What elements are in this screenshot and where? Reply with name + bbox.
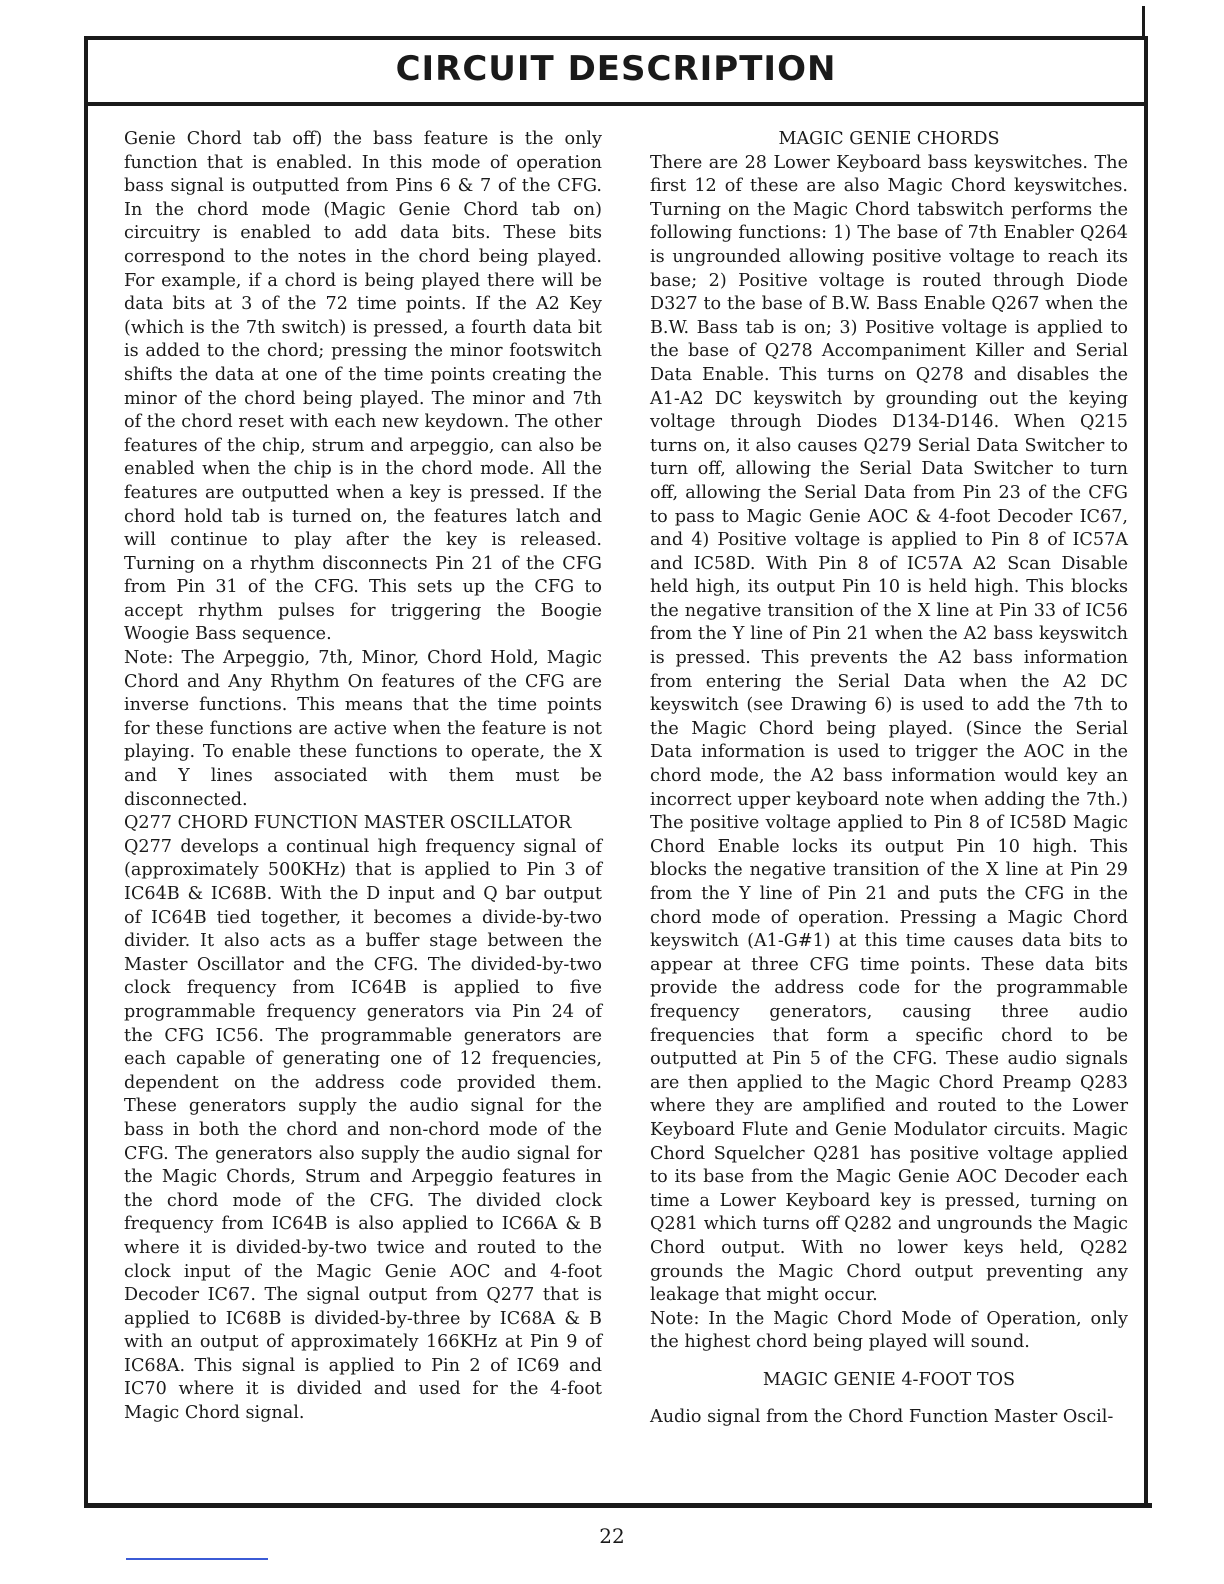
left-column (124, 128, 602, 1426)
section-heading-master-oscillator: Q277 CHORD FUNCTION MASTER OSCILLATOR (124, 813, 572, 834)
right-paragraph-1: There are 28 Lower Keyboard bass keyswitches. The first 12 of these are also Magic Chord keyswitches. Turning on the Magic Chord tabswitch performs the following functions: 1) The base of 7th Enabler Q264 is ungrounded allowing positive voltage to reach its base; 2) Positive voltage is routed through Diode D327 to the base of B.W. Bass Enable Q267 when the B.W. Bass tab is on; 3) Positive voltage is applied to the base of Q278 Accompaniment Killer and Serial Data Enable. This turns on Q278 and disables the A1-A2 DC keyswitch by grounding out the keying voltage through Diodes D134-D146. When Q215 turns on, it also causes Q279 Serial Data Switcher to turn off, allowing the Serial Data Switcher to turn off, allowing the Serial Data from Pin 23 of the CFG to pass to Magic Genie AOC & 4-foot Decoder IC67, and 4) Positive voltage is applied to Pin 8 of IC57A and IC58D. With Pin 8 of IC57A A2 Scan Disable held high, its output Pin 10 is held high. This blocks the negative transition of the X line at Pin 33 of IC56 from the Y line of Pin 21 when the A2 bass keyswitch is pressed. This prevents the A2 bass information from entering the Serial Data when the A2 DC keyswitch (see Drawing 6) is used to add the 7th to the Magic Chord being played. (Since the Serial Data information is used to trigger the AOC in the chord mode, the A2 bass information would key an incorrect upper keyboard note when adding the 7th.) The positive voltage applied to Pin 8 of IC58D Magic Chord Enable locks its output Pin 10 high. This blocks the negative transition of the X line at Pin 29 from the Y line of Pin 21 and puts the CFG in the chord mode of operation. Pressing a Magic Chord keyswitch (A1-G#1) at this time causes data bits to appear at three CFG time points. These data bits provide the address code for the programmable frequency generators, causing three audio frequencies that form a specific chord to be outputted at Pin 5 of the CFG. These audio signals are then applied to the Magic Chord Preamp Q283 where they are amplified and routed to the Lower Keyboard Flute and Genie Modulator circuits. Magic Chord Squelcher Q281 has positive voltage applied to its base from the Magic Genie AOC Decoder each time a Lower Keyboard key is pressed, turning on Q281 which turns off Q282 and ungrounds the Magic Chord output. With no lower keys held, Q282 grounds the Magic Chord output preventing any leakage that might occur. (650, 152, 1128, 1306)
left-note: Note: The Arpeggio, 7th, Minor, Chord Hold, Magic Chord and Any Rhythm On features of the CFG are inverse functions. This means that the time points for these functions are active when the feature is not playing. To enable these functions to operate, the X and Y lines associated with them must be disconnected. (124, 648, 602, 810)
right-note: Note: In the Magic Chord Mode of Operation, only the highest chord being played will sound. (650, 1308, 1128, 1353)
section-heading-magic-genie-chords: MAGIC GENIE CHORDS (778, 129, 1000, 149)
page-number: 22 (599, 1524, 625, 1548)
right-paragraph-2: Audio signal from the Chord Function Master Oscil- (650, 1407, 1114, 1428)
footer-link-underline (126, 1558, 268, 1560)
left-paragraph-1: Genie Chord tab off) the bass feature is the only function that is enabled. In this mode of operation bass signal is outputted from Pins 6 & 7 of the CFG. In the chord mode (Magic Genie Chord tab on) circuitry is enabled to add data bits. These bits correspond to the notes in the chord being played. For example, if a chord is being played there will be data bits at 3 of the 72 time points. If the A2 Key (which is the 7th switch) is pressed, a fourth data bit is added to the chord; pressing the minor footswitch shifts the data at one of the time points creating the minor of the chord being played. The minor and 7th of the chord reset with each new keydown. The other features of the chip, strum and arpeggio, can also be enabled when the chip is in the chord mode. All the features are outputted when a key is pressed. If the chord hold tab is turned on, the features latch and will continue to play after the key is released. Turning on a rhythm disconnects Pin 21 of the CFG from Pin 31 of the CFG. This sets up the CFG to accept rhythm pulses for triggering the Boogie Woogie Bass sequence. (124, 129, 602, 645)
page-title: CIRCUIT DESCRIPTION (395, 49, 837, 89)
corner-mark (1142, 6, 1145, 38)
title-bar (84, 36, 1148, 106)
right-column (650, 128, 1128, 1430)
left-paragraph-2: Q277 develops a continual high frequency signal of (approximately 500KHz) that is applied to Pin 3 of IC64B & IC68B. With the D input and Q bar output of IC64B tied together, it becomes a divide-by-two divider. It also acts as a buffer stage between the Master Oscillator and the CFG. The divided-by-two clock frequency from IC64B is applied to five programmable frequency generators via Pin 24 of the CFG IC56. The programmable generators are each capable of generating one of 12 frequencies, dependent on the address code provided them. These generators supply the audio signal for the bass in both the chord and non-chord mode of the CFG. The generators also supply the audio signal for the Magic Chords, Strum and Arpeggio features in the chord mode of the CFG. The divided clock frequency from IC64B is also applied to IC66A & B where it is divided-by-two twice and routed to the clock input of the Magic Genie AOC and 4-foot Decoder IC67. The signal output from Q277 that is applied to IC68B is divided-by-three by IC68A & B with an output of approximately 166KHz at Pin 9 of IC68A. This signal is applied to Pin 2 of IC69 and IC70 where it is divided and used for the 4-foot Magic Chord signal. (124, 836, 602, 1424)
bottom-rule (84, 1503, 1152, 1508)
section-heading-4-foot-tos: MAGIC GENIE 4-FOOT TOS (762, 1369, 1016, 1390)
